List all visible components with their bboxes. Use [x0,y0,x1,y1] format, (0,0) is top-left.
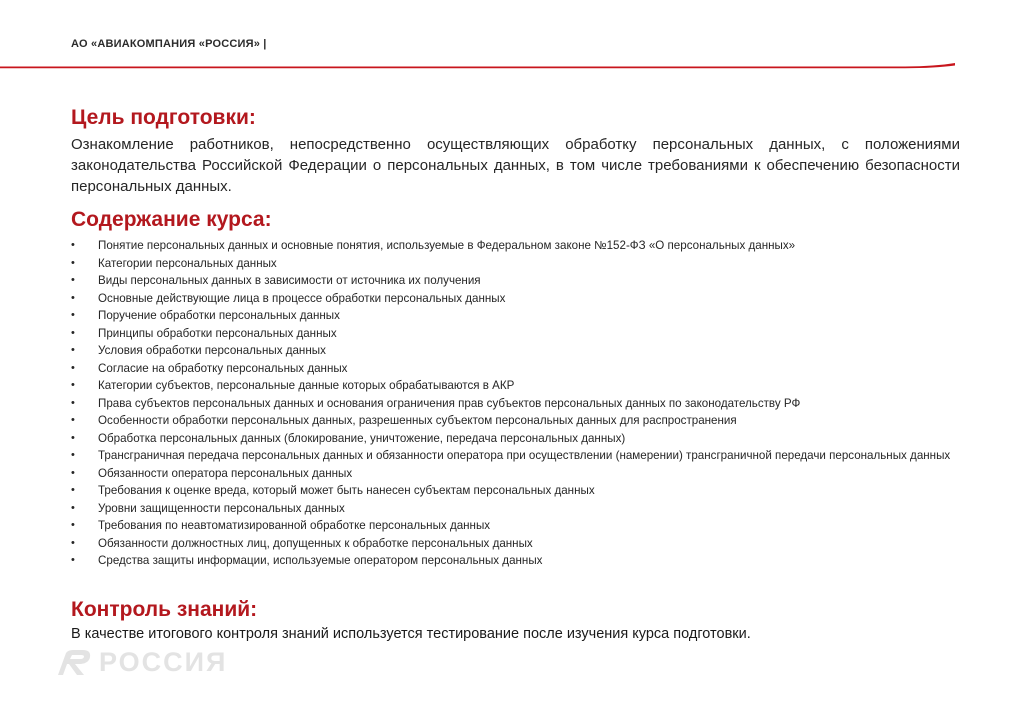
course-heading: Содержание курса: [71,208,272,231]
list-item: • Уровни защищенности персональных данных [71,500,961,518]
goal-text: Ознакомление работников, непосредственно осуществляющих обработку персональных данных, с положениями законодательства Российской Федерации о персональных данных, в том числе требованиями к обеспечению безопасности персональных данных. [71,136,960,195]
list-item: • Особенности обработки персональных данных, разрешенных субъектом персональных данных для распространения [71,412,961,430]
logo-r-icon [55,648,93,678]
list-item: • Виды персональных данных в зависимости от источника их получения [71,272,961,290]
list-item: • Согласие на обработку персональных данных [71,360,961,378]
list-item: • Условия обработки персональных данных [71,342,961,360]
list-item: • Трансграничная передача персональных данных и обязанности оператора при осуществлении (намерении) трансграничной передачи персональных данных [71,447,961,465]
list-item: • Средства защиты информации, используемые оператором персональных данных [71,552,961,570]
list-item: • Обработка персональных данных (блокирование, уничтожение, передача персональных данных) [71,430,961,448]
list-item: • Требования к оценке вреда, который может быть нанесен субъектам персональных данных [71,482,961,500]
list-item: • Категории субъектов, персональные данные которых обрабатываются в АКР [71,377,961,395]
list-item: • Обязанности оператора персональных данных [71,465,961,483]
list-item: • Требования по неавтоматизированной обработке персональных данных [71,517,961,535]
list-item: • Обязанности должностных лиц, допущенных к обработке персональных данных [71,535,961,553]
company-logo [55,647,227,678]
header-title: АО «АВИАКОМПАНИЯ «РОССИЯ» | [71,38,267,50]
list-item: • Основные действующие лица в процессе обработки персональных данных [71,290,961,308]
list-item: • Поручение обработки персональных данных [71,307,961,325]
list-item: • Понятие персональных данных и основные понятия, используемые в Федеральном законе №152-ФЗ «О персональных данных» [71,237,961,255]
control-text: В качестве итогового контроля знаний используется тестирование после изучения курса подготовки. [71,626,751,642]
list-item: • Права субъектов персональных данных и основания ограничения прав субъектов персональных данных по законодательству РФ [71,395,961,413]
list-item: • Принципы обработки персональных данных [71,325,961,343]
control-heading: Контроль знаний: [71,598,258,621]
logo-text: РОССИЯ [99,647,228,677]
goal-heading: Цель подготовки: [71,106,256,129]
course-list [71,237,961,570]
list-item: • Категории персональных данных [71,255,961,273]
header-divider [0,58,1024,72]
